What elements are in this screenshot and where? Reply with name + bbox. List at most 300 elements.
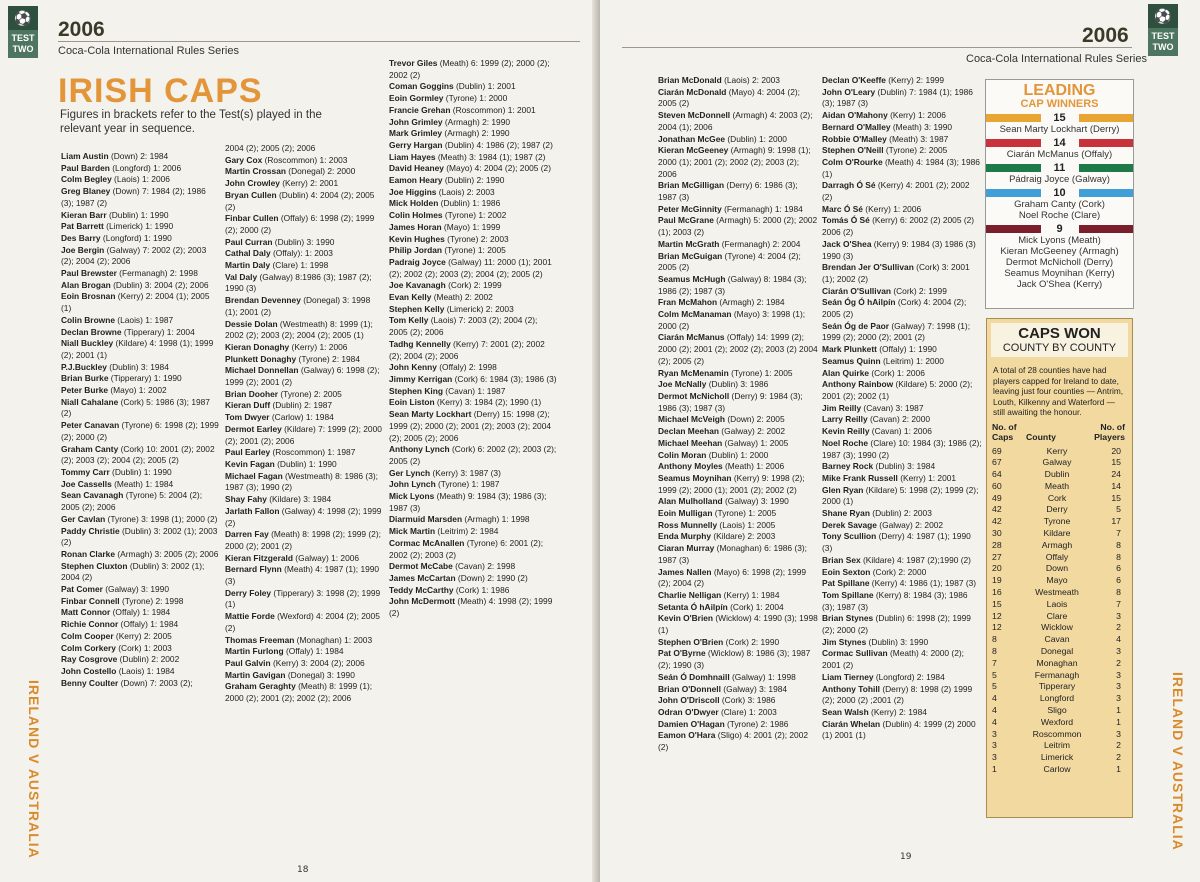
player-entry bbox=[225, 342, 383, 354]
county-row bbox=[992, 729, 1127, 741]
player-name: Tomás Ó Sé bbox=[822, 215, 870, 226]
player-caps: (Armagh) 3: 2005 (2); 2006 bbox=[115, 548, 219, 559]
player-name: Greg Blaney bbox=[61, 186, 111, 197]
footballer-icon: ⚽ bbox=[8, 6, 38, 30]
player-name: Eamon O'Hara bbox=[658, 730, 716, 741]
player-name: Derry Foley bbox=[225, 587, 272, 598]
player-name: Sean Marty Lockhart bbox=[389, 409, 472, 420]
county-row bbox=[992, 681, 1127, 693]
player-name: Kieran Fitzgerald bbox=[225, 552, 293, 563]
player-entry bbox=[822, 75, 982, 87]
player-entry bbox=[389, 93, 557, 105]
county-row bbox=[992, 693, 1127, 705]
player-caps: (Dublin) 6: 1998 (2); 1999 (2); 2000 (2) bbox=[822, 613, 971, 636]
tier-band-right bbox=[1079, 139, 1134, 147]
player-caps: (Armagh) 2: 1984 bbox=[717, 297, 785, 308]
player-caps: (Galway) 8:1986 (3); 1987 (2); 1990 (3) bbox=[225, 271, 372, 294]
player-entry bbox=[658, 332, 818, 367]
player-name: Seán Óg de Paor bbox=[822, 320, 890, 331]
page-number: 18 bbox=[297, 865, 309, 875]
county-row bbox=[992, 575, 1127, 587]
player-name: David Heaney bbox=[389, 163, 444, 174]
player-caps: (Cork) 2: 1990 bbox=[723, 636, 780, 647]
player-entry bbox=[822, 648, 982, 671]
player-entry bbox=[225, 471, 383, 494]
tier-bar bbox=[986, 162, 1133, 174]
county-name: Carlow bbox=[1043, 764, 1071, 775]
player-name: Paul McGrane bbox=[658, 215, 714, 226]
player-entry bbox=[389, 561, 557, 573]
player-entry bbox=[658, 695, 818, 707]
player-name: Ray Cosgrove bbox=[61, 654, 118, 665]
county-row bbox=[992, 469, 1127, 481]
player-caps: (Wicklow) 4: 1990 (3); 1998 (1) bbox=[658, 613, 818, 636]
player-entry bbox=[225, 155, 383, 167]
county-caps: 12 bbox=[992, 610, 1002, 621]
player-name: Martin Crossan bbox=[225, 166, 286, 177]
county-players: 5 bbox=[1116, 504, 1121, 515]
player-entry bbox=[822, 368, 982, 380]
player-entry bbox=[61, 678, 219, 690]
county-name: Mayo bbox=[1046, 575, 1068, 586]
player-caps: (Meath) 3: 1987 bbox=[886, 133, 949, 144]
player-caps: (Kildare) 4: 1998 (1); 1999 (2); 2001 (1) bbox=[61, 338, 214, 360]
player-caps: (Derry) 15: 1998 (2); 1999 (2); 2000 (2); 2001 (2); 2003 (2); 2004 (2); 2005 (2); 2006 bbox=[389, 409, 552, 443]
player-caps: (Galway) 11: 2000 (1); 2001 (2); 2002 (2); 2003 (2); 2004 (2); 2005 (2) bbox=[389, 256, 552, 279]
player-entry bbox=[225, 213, 383, 236]
player-caps: (Meath) 1: 2006 bbox=[722, 461, 785, 472]
player-entry bbox=[822, 461, 982, 473]
player-name: Barney Rock bbox=[822, 461, 874, 472]
county-row bbox=[992, 670, 1127, 682]
caps-won-note: A total of 28 counties have had players capped for Ireland to date, leaving just four counties — Antrim, Louth, Kilkenny and Waterford — still awaiting the honour. bbox=[993, 365, 1124, 417]
player-name: Tadhg Kennelly bbox=[389, 338, 451, 349]
player-caps: (Dublin) 3: 1986 bbox=[706, 379, 769, 390]
player-entry bbox=[389, 374, 557, 386]
player-caps: (Kerry) 8: 1984 (3); 1986 (3); 1987 (3) bbox=[822, 589, 968, 612]
county-caps: 42 bbox=[992, 516, 1002, 527]
player-caps: (Kerry) 1: 2001 bbox=[897, 472, 957, 483]
player-entry bbox=[658, 391, 818, 414]
player-caps: (Fermanagh) 2: 2004 bbox=[719, 238, 801, 249]
player-caps: (Kerry) 6: 2002 (2) 2005 (2) 2006 (2) bbox=[822, 215, 975, 238]
county-caps: 12 bbox=[992, 622, 1002, 633]
player-entry bbox=[389, 117, 557, 129]
player-entry bbox=[389, 187, 557, 199]
player-name: Darren Fay bbox=[225, 529, 269, 540]
player-name: Ciarán Whelan bbox=[822, 718, 881, 729]
player-entry bbox=[61, 479, 219, 491]
player-caps: (Limerick) 2: 2003 bbox=[444, 303, 514, 314]
player-name: Brian Stynes bbox=[822, 613, 874, 624]
player-caps: (Fermanagh) 2: 1998 bbox=[116, 268, 198, 279]
player-name: Bernard O'Malley bbox=[822, 121, 891, 132]
player-entry bbox=[389, 105, 557, 117]
player-entry bbox=[225, 190, 383, 213]
player-name: Odran O'Dwyer bbox=[658, 706, 719, 717]
player-caps: (Cork) 1: 2004 bbox=[727, 601, 784, 612]
player-entry bbox=[658, 648, 818, 671]
player-entry bbox=[225, 354, 383, 366]
player-entry bbox=[822, 590, 982, 613]
player-name: Brian Dooher bbox=[225, 388, 279, 399]
player-name: Jonathan McGee bbox=[658, 133, 726, 144]
player-caps: (Kildare) 7: 1999 (2); 2000 (2); 2001 (2); 2006 bbox=[225, 423, 382, 446]
county-players: 20 bbox=[1111, 445, 1121, 456]
player-caps: (Dublin) 2: 2003 bbox=[869, 508, 932, 519]
county-row bbox=[992, 658, 1127, 670]
player-name: James Nallen bbox=[658, 566, 712, 577]
player-entry bbox=[822, 356, 982, 368]
county-name: Clare bbox=[1046, 610, 1068, 621]
county-row bbox=[992, 646, 1127, 658]
player-name: Eoin Liston bbox=[389, 397, 435, 408]
player-name: Jimmy Kerrigan bbox=[389, 373, 453, 384]
player-name: James Horan bbox=[389, 221, 442, 232]
player-entry bbox=[822, 438, 982, 461]
player-entry bbox=[389, 339, 557, 362]
year-heading: 2006 bbox=[1082, 24, 1129, 47]
leading-title: LEADING bbox=[1023, 82, 1096, 99]
player-name: Evan Kelly bbox=[389, 292, 432, 303]
player-entry bbox=[389, 315, 557, 338]
player-caps: (Dublin) 3: 1990 bbox=[272, 236, 335, 247]
player-caps: (Kerry) 9: 1998 (2); 1999 (2); 2000 (1); 2001 (2); 2002 (2) bbox=[658, 472, 805, 495]
player-name: Plunkett Donaghy bbox=[225, 353, 297, 364]
player-entry bbox=[389, 222, 557, 234]
county-row bbox=[992, 717, 1127, 729]
player-name: Declan Meehan bbox=[658, 426, 719, 437]
player-caps: (Laois) 1: 1984 bbox=[116, 665, 175, 676]
player-entry bbox=[61, 186, 219, 209]
player-caps: (Galway) 1: 1998 bbox=[729, 671, 796, 682]
player-entry bbox=[822, 321, 982, 344]
tier-caps: 10 bbox=[1053, 187, 1066, 199]
player-caps: (Galway) 4: 1998 (2); 1999 (2) bbox=[225, 505, 382, 528]
player-caps: (Laois) 1: 1987 bbox=[114, 314, 174, 325]
county-players: 3 bbox=[1116, 610, 1121, 621]
player-caps: (Galway) 8: 1984 (3); 1986 (2); 1987 (3) bbox=[658, 273, 807, 296]
player-entry bbox=[658, 707, 818, 719]
player-caps: (Dublin) 1: 1986 bbox=[438, 198, 501, 209]
county-row bbox=[992, 481, 1127, 493]
player-entry bbox=[389, 292, 557, 304]
player-name: Bryan Cullen bbox=[225, 189, 277, 200]
player-entry bbox=[822, 707, 982, 719]
player-name: Bernard Flynn bbox=[225, 564, 282, 575]
side-title: IRELAND V AUSTRALIA bbox=[1170, 672, 1186, 851]
player-entry bbox=[61, 221, 219, 233]
player-name: Brian McGilligan bbox=[658, 180, 725, 191]
player-caps: (Meath) 4: 1984 (3); 1986 (1) bbox=[822, 156, 980, 179]
player-name: Colin Moran bbox=[658, 449, 707, 460]
player-name: Paul Brewster bbox=[61, 268, 117, 279]
header-players: No. of Players bbox=[1094, 421, 1125, 442]
side-title: IRELAND V AUSTRALIA bbox=[26, 680, 42, 859]
player-name: Noel Roche bbox=[822, 437, 869, 448]
player-name: Richie Connor bbox=[61, 619, 119, 630]
player-caps: (Cork) 10: 2001 (2); 2002 (2); 2003 (2); 2004 (2); 2005 (2) bbox=[61, 443, 215, 466]
player-name: Anthony Moyles bbox=[658, 461, 723, 472]
player-entry bbox=[658, 134, 818, 146]
county-players: 17 bbox=[1111, 516, 1121, 527]
player-caps: (Cork) 1: 2006 bbox=[869, 367, 925, 378]
county-players: 1 bbox=[1116, 705, 1121, 716]
player-entry bbox=[822, 485, 982, 508]
player-name: Seamus Moynihan bbox=[658, 472, 732, 483]
player-name: Seán Ó Domhnaill bbox=[658, 671, 730, 682]
player-entry bbox=[225, 670, 383, 682]
player-caps: (Kerry) 3: 1984 (2); 1990 (1) bbox=[434, 397, 542, 408]
player-entry bbox=[225, 365, 383, 388]
county-caps: 1 bbox=[992, 764, 997, 775]
county-players: 15 bbox=[1111, 492, 1121, 503]
player-name: Tom Dwyer bbox=[225, 412, 270, 423]
tier-player: Graham Canty (Cork) bbox=[1014, 199, 1105, 210]
player-entry bbox=[658, 414, 818, 426]
player-entry bbox=[61, 596, 219, 608]
player-caps: (Roscommon) 1: 1987 bbox=[270, 447, 356, 458]
player-name: Dessie Dolan bbox=[225, 318, 278, 329]
player-entry bbox=[61, 291, 219, 314]
caps-won-header bbox=[991, 323, 1128, 357]
county-row bbox=[992, 457, 1127, 469]
player-name: Graham Geraghty bbox=[225, 681, 296, 692]
caps-column-3 bbox=[389, 58, 557, 620]
county-players: 2 bbox=[1116, 740, 1121, 751]
county-caps: 8 bbox=[992, 646, 997, 657]
player-caps: (Offaly) 14: 1999 (2); 2000 (2); 2001 (2); 2002 (2); 2003 (2) 2004 (2); 2005 (2) bbox=[658, 332, 818, 366]
player-name: Brian McGuigan bbox=[658, 250, 723, 261]
player-name: Niall Buckley bbox=[61, 338, 114, 349]
player-name: Joe Kavanagh bbox=[389, 280, 446, 291]
player-name: Tony Scullion bbox=[822, 531, 877, 542]
player-caps: (Offaly) 1: 1984 bbox=[283, 646, 344, 657]
tier-player: Seamus Moynihan (Kerry) bbox=[1004, 268, 1115, 279]
player-name: P.J.Buckley bbox=[61, 361, 107, 372]
player-caps: (Kildare) 5: 2000 (2); 2001 (2); 2002 (1) bbox=[822, 379, 973, 401]
player-caps: (Kerry) 1: 2006 bbox=[862, 203, 922, 214]
player-name: Shane Ryan bbox=[822, 508, 870, 519]
player-caps: (Galway) 6: 1998 (2); 1999 (2); 2001 (2) bbox=[225, 365, 380, 388]
tier-caps: 15 bbox=[1053, 112, 1066, 124]
player-name: Dermot McNicholl bbox=[658, 390, 730, 401]
tier-caps: 9 bbox=[1056, 223, 1063, 235]
player-name: Fran McMahon bbox=[658, 297, 718, 308]
player-entry bbox=[61, 444, 219, 467]
player-caps: (Meath) 3: 1984 (1); 1987 (2) bbox=[435, 151, 546, 162]
player-caps: (Cork) 6: 2002 (2); 2003 (2); 2005 (2) bbox=[389, 444, 557, 466]
player-caps: (Cavan) 1: 2006 bbox=[869, 426, 932, 437]
player-name: Brendan Jer O'Sullivan bbox=[822, 262, 914, 273]
county-row bbox=[992, 634, 1127, 646]
player-entry bbox=[822, 672, 982, 684]
page-number: 19 bbox=[900, 852, 912, 862]
player-caps: (Meath) 2: 2002 bbox=[431, 292, 493, 303]
footballer-icon: ⚽ bbox=[1148, 4, 1178, 28]
player-entry bbox=[822, 403, 982, 415]
player-name: Colin Browne bbox=[61, 314, 115, 325]
player-caps: (Cork) 2: 1999 bbox=[891, 285, 947, 296]
player-name: Diarmuid Marsden bbox=[389, 514, 463, 525]
header-rule bbox=[622, 47, 1132, 48]
player-caps: (Tyrone) 5: 2004 (2); 2005 (2); 2006 bbox=[61, 490, 203, 513]
series-name: Coca-Cola International Rules Series bbox=[966, 53, 1147, 65]
player-name: Kevin Fagan bbox=[225, 458, 275, 469]
player-name: Tom Spillane bbox=[822, 589, 874, 600]
player-caps: (Wexford) 4: 2004 (2); 2005 (2) bbox=[225, 611, 380, 633]
intro-text: Figures in brackets refer to the Test(s) played in the relevant year in sequence. bbox=[60, 109, 322, 135]
player-entry bbox=[225, 553, 383, 565]
player-caps: (Laois) 1: 2005 bbox=[717, 519, 776, 530]
tier-player: Mick Lyons (Meath) bbox=[1018, 235, 1101, 246]
player-entry bbox=[658, 496, 818, 508]
player-entry bbox=[658, 684, 818, 696]
player-caps: (Mayo) 4: 2004 (2); 2005 (2) bbox=[443, 163, 552, 174]
county-row bbox=[992, 611, 1127, 623]
player-entry bbox=[822, 555, 982, 567]
player-caps: (Laois) 2: 2003 bbox=[436, 186, 495, 197]
player-name: Anthony Lynch bbox=[389, 444, 450, 455]
player-caps: (Meath) 8: 1998 (2); 1999 (2); 2000 (2); 2001 (2) bbox=[225, 529, 381, 551]
player-entry bbox=[658, 426, 818, 438]
player-caps: (Derry) 6: 1986 (3); 1987 (3) bbox=[658, 180, 798, 203]
player-entry bbox=[658, 543, 818, 566]
player-name: Brian Burke bbox=[61, 373, 109, 384]
county-name: Longford bbox=[1039, 693, 1075, 704]
player-entry bbox=[225, 611, 383, 634]
player-entry bbox=[658, 368, 818, 380]
player-name: Padraig Joyce bbox=[389, 256, 446, 267]
player-entry bbox=[658, 379, 818, 391]
county-caps: 42 bbox=[992, 504, 1002, 515]
tier-player: Jack O'Shea (Kerry) bbox=[1016, 279, 1103, 290]
player-caps: (Wicklow) 8: 1986 (3); 1987 (2); 1990 (3) bbox=[658, 648, 811, 671]
player-name: Joe Higgins bbox=[389, 186, 437, 197]
county-row bbox=[992, 599, 1127, 611]
player-entry bbox=[225, 658, 383, 670]
player-entry bbox=[658, 637, 818, 649]
player-entry bbox=[61, 338, 219, 361]
county-name: Wicklow bbox=[1041, 622, 1073, 633]
player-caps: (Dublin) 3: 1990 bbox=[866, 636, 929, 647]
player-entry bbox=[389, 234, 557, 246]
player-entry bbox=[389, 81, 557, 93]
player-name: Declan Browne bbox=[61, 326, 122, 337]
leading-tiers bbox=[986, 112, 1133, 290]
player-name: Setanta Ó hAilpín bbox=[658, 601, 728, 612]
player-caps: (Dublin) 1: 2001 bbox=[453, 81, 516, 92]
player-caps: (Dublin) 3: 1984 bbox=[873, 461, 936, 472]
player-entry bbox=[658, 508, 818, 520]
player-name: Kieran Donaghy bbox=[225, 341, 290, 352]
tier-bar bbox=[986, 112, 1133, 124]
player-entry bbox=[61, 174, 219, 186]
player-entry bbox=[61, 327, 219, 339]
player-caps: (Galway) 7: 1998 (1); 1999 (2); 2000 (2); 2001 (2) bbox=[822, 320, 971, 343]
player-entry bbox=[389, 140, 557, 152]
player-name: Joe Cassells bbox=[61, 478, 112, 489]
player-caps: (Monaghan) 1: 2003 bbox=[294, 634, 373, 645]
player-name: Sean Walsh bbox=[822, 706, 869, 717]
player-entry bbox=[61, 245, 219, 268]
player-caps: (Kerry) 2: 2005 bbox=[113, 630, 172, 641]
player-entry bbox=[822, 473, 982, 485]
player-name: Paul Curran bbox=[225, 236, 273, 247]
player-name: Paul Galvin bbox=[225, 657, 271, 668]
player-name: Pat Spillane bbox=[822, 578, 870, 589]
player-caps: (Meath) 4: 1998 (2); 1999 (2) bbox=[389, 596, 553, 619]
player-caps: (Dublin) 2: 1990 bbox=[442, 175, 505, 186]
player-caps: (Cork) 1: 2003 bbox=[115, 642, 172, 653]
player-name: Ciarán McDonald bbox=[658, 86, 727, 97]
county-players: 3 bbox=[1116, 681, 1121, 692]
player-name: Cormac McAnallen bbox=[389, 537, 465, 548]
player-name: Paul Earley bbox=[225, 447, 271, 458]
county-caps: 4 bbox=[992, 716, 997, 727]
player-name: Derek Savage bbox=[822, 519, 877, 530]
player-name: Ger Cavlan bbox=[61, 513, 106, 524]
player-caps: (Tyrone) 1: 1987 bbox=[435, 479, 500, 490]
player-name: Robbie O'Malley bbox=[822, 133, 887, 144]
tier-band-left bbox=[986, 139, 1041, 147]
county-name: Down bbox=[1045, 563, 1069, 574]
player-caps: (Galway) 3: 1990 bbox=[102, 584, 169, 595]
player-entry bbox=[61, 643, 219, 655]
player-caps: (Derry) 8: 1998 (2) 1999 (2); 2000 (2) ;2001 (2) bbox=[822, 683, 973, 706]
county-players: 2 bbox=[1116, 752, 1121, 763]
player-entry bbox=[225, 588, 383, 611]
player-name: Peter Canavan bbox=[61, 420, 120, 431]
player-entry bbox=[389, 362, 557, 374]
tier-band-left bbox=[986, 225, 1041, 233]
player-caps: (Cork) 2: 2000 bbox=[870, 566, 927, 577]
player-entry bbox=[225, 646, 383, 658]
player-entry bbox=[61, 373, 219, 385]
player-name: Liam Hayes bbox=[389, 151, 436, 162]
player-entry bbox=[389, 468, 557, 480]
county-name: Galway bbox=[1042, 457, 1072, 468]
county-caps: 49 bbox=[992, 492, 1002, 503]
player-caps: (Dublin) 3: 2004 (2); 2006 bbox=[110, 279, 209, 290]
county-caps-table bbox=[992, 422, 1127, 776]
player-entry bbox=[822, 87, 982, 110]
player-entry bbox=[389, 397, 557, 409]
player-caps: (Sligo) 4: 2001 (2); 2002 (2) bbox=[658, 730, 809, 753]
header-rule bbox=[58, 41, 580, 42]
player-name: Jim Stynes bbox=[822, 636, 867, 647]
player-entry bbox=[389, 585, 557, 597]
player-name: Mick Lyons bbox=[389, 491, 435, 502]
county-name: Offaly bbox=[1045, 551, 1069, 562]
player-caps: (Galway) 2: 2002 bbox=[718, 426, 786, 437]
player-caps: (Tipperary) 3: 1998 (2); 1999 (1) bbox=[225, 587, 381, 610]
county-name: Donegal bbox=[1040, 646, 1074, 657]
player-entry bbox=[658, 309, 818, 332]
player-entry bbox=[822, 637, 982, 649]
county-players: 24 bbox=[1111, 469, 1121, 480]
player-caps: (Dublin) 1: 1990 bbox=[109, 466, 172, 477]
county-caps: 20 bbox=[992, 563, 1002, 574]
tier-caps: 14 bbox=[1053, 137, 1066, 149]
player-name: Michael Meehan bbox=[658, 437, 723, 448]
player-caps: (Derry) 4: 1987 (1); 1990 (3) bbox=[822, 531, 971, 554]
player-entry bbox=[225, 447, 383, 459]
player-caps: (Down) 2: 2005 bbox=[725, 414, 785, 425]
player-name: Eoin Brosnan bbox=[61, 291, 116, 302]
player-entry bbox=[61, 654, 219, 666]
player-caps: (Roscommon) 1: 2001 bbox=[450, 104, 536, 115]
